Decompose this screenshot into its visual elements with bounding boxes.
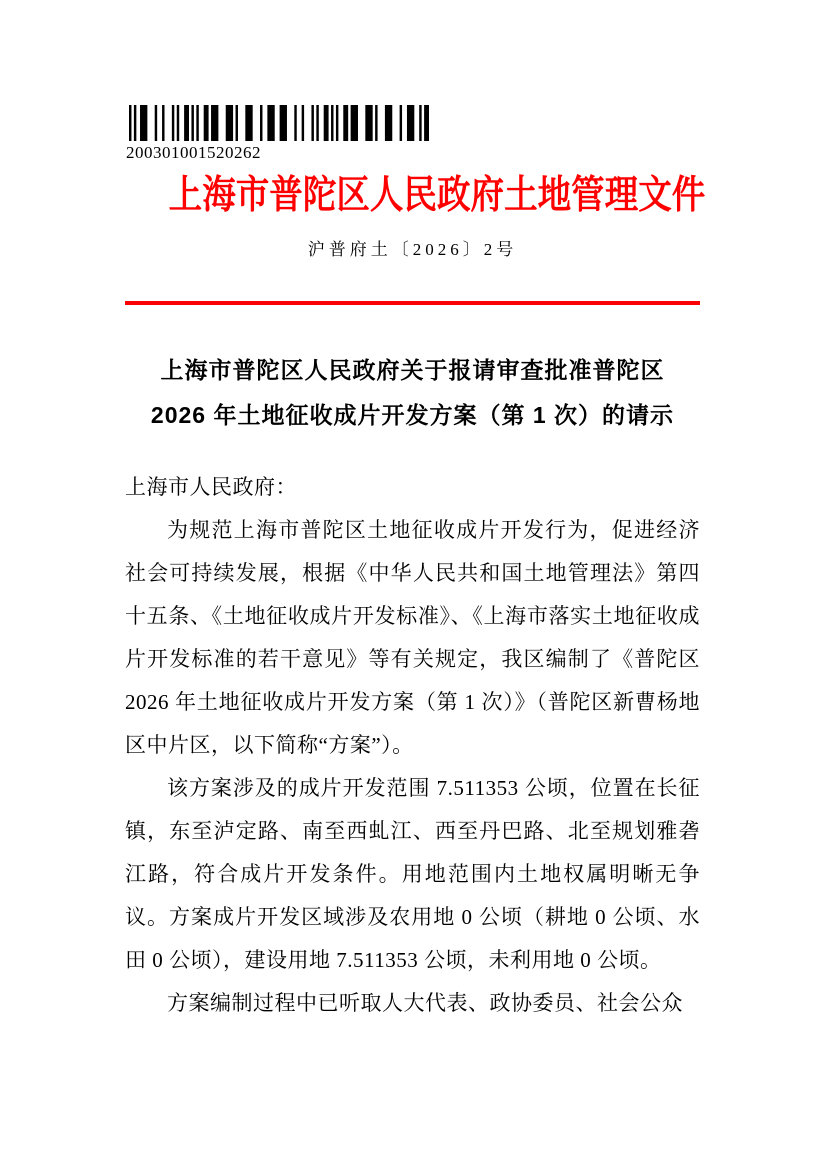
- document-body: [125, 466, 700, 1025]
- document-number: 沪普府土〔2026〕2号: [307, 240, 518, 259]
- document-title: [125, 348, 700, 438]
- body-paragraph-2: 该方案涉及的成片开发范围 7.511353 公顷，位置在长征镇，东至泸定路、南至西虬江、西至丹巴路、北至规划雅砻江路，符合成片开发条件。用地范围内土地权属明晰无争议。方案成片开发区域涉及农用地 0 公顷（耕地 0 公顷、水田 0 公顷），建设用地 7.511353 公顷，未利用地 0 公顷。: [125, 776, 700, 972]
- barcode-image: [129, 105, 429, 141]
- body-paragraph-3: 方案编制过程中已听取人大代表、政协委员、社会公众: [167, 991, 683, 1015]
- masthead-title-text: 上海市普陀区人民政府土地管理文件: [168, 174, 706, 217]
- barcode-number: 200301001520262: [126, 143, 261, 162]
- masthead-title: [125, 174, 706, 218]
- document-title-line1: 上海市普陀区人民政府关于报请审查批准普陀区: [160, 357, 665, 383]
- document-title-line2: 2026 年土地征收成片开发方案（第 1 次）的请示: [150, 402, 675, 428]
- barcode-block: [126, 105, 700, 163]
- red-divider-rule: [125, 301, 700, 305]
- salutation: 上海市人民政府：: [125, 475, 297, 499]
- body-paragraph-1: 为规范上海市普陀区土地征收成片开发行为，促进经济社会可持续发展，根据《中华人民共和国土地管理法》第四十五条、《土地征收成片开发标准》、《上海市落实土地征收成片开发标准的若干意见》等有关规定，我区编制了《普陀区 2026 年土地征收成片开发方案（第 1 次）》（普陀区新曹杨地区中片区，以下简称“方案”）。: [125, 518, 700, 757]
